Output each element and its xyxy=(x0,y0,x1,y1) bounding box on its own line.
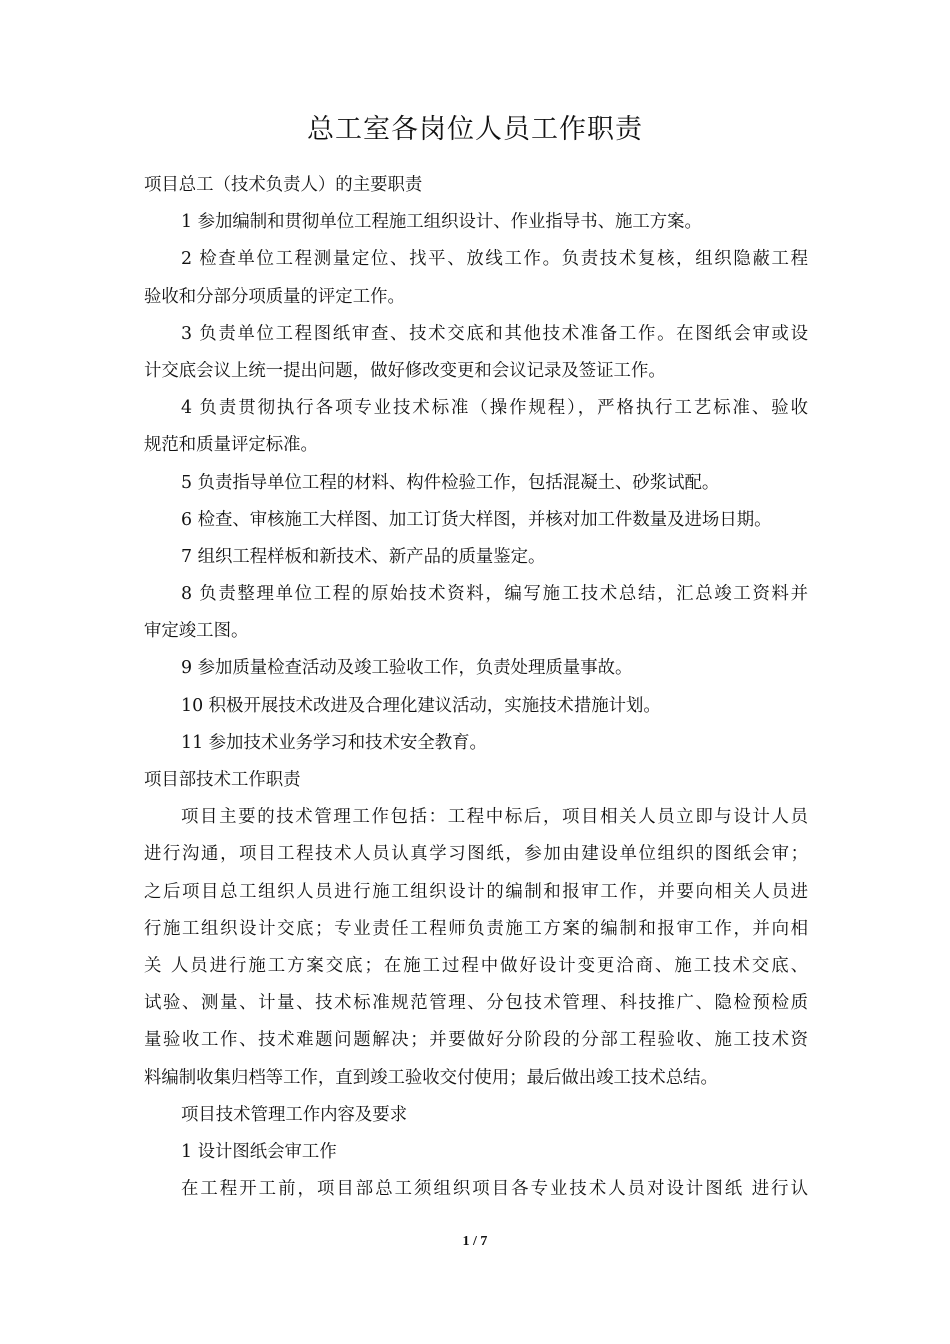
paragraph-line: 料编制收集归档等工作，直到竣工验收交付使用；最后做出竣工技术总结。 xyxy=(144,1067,718,1088)
duty-item-line: 验收和分部分项质量的评定工作。 xyxy=(144,286,405,307)
duty-item: 6 检查、审核施工大样图、加工订货大样图，并核对加工件数量及进场日期。 xyxy=(181,509,772,530)
paragraph-line: 量验收工作、技术难题问题解决；并要做好分阶段的分部工程验收、施工技术资 xyxy=(144,1030,808,1051)
duty-item-line: 4 负责贯彻执行各项专业技术标准（操作规程），严格执行工艺标准、验收 xyxy=(181,398,808,419)
duty-item: 1 参加编制和贯彻单位工程施工组织设计、作业指导书、施工方案。 xyxy=(181,212,702,233)
paragraph-line: 进行沟通，项目工程技术人员认真学习图纸，参加由建设单位组织的图纸会审； xyxy=(144,844,808,865)
paragraph-line: 在工程开工前，项目部总工须组织项目各专业技术人员对设计图纸 进行认 xyxy=(181,1179,808,1200)
paragraph-line: 行施工组织设计交底；专业责任工程师负责施工方案的编制和报审工作，并向相 xyxy=(144,918,808,939)
duty-item: 5 负责指导单位工程的材料、构件检验工作，包括混凝土、砂浆试配。 xyxy=(181,472,720,493)
duty-item: 10 积极开展技术改进及合理化建议活动，实施技术措施计划。 xyxy=(181,695,661,716)
document-title: 总工室各岗位人员工作职责 xyxy=(307,114,643,145)
duty-item: 11 参加技术业务学习和技术安全教育。 xyxy=(181,732,487,753)
document-body xyxy=(144,167,808,1208)
duty-item-line: 3 负责单位工程图纸审查、技术交底和其他技术准备工作。在图纸会审或设 xyxy=(181,323,808,344)
duty-item-line: 规范和质量评定标准。 xyxy=(144,435,318,456)
duty-item-line: 审定竣工图。 xyxy=(144,621,249,642)
section-heading: 项目部技术工作职责 xyxy=(144,770,301,790)
section-heading: 项目总工（技术负责人）的主要职责 xyxy=(144,175,423,195)
paragraph-line: 项目主要的技术管理工作包括：工程中标后，项目相关人员立即与设计人员 xyxy=(181,807,808,828)
duty-item-line: 计交底会议上统一提出问题，做好修改变更和会议记录及签证工作。 xyxy=(144,360,666,381)
paragraph-line: 关 人员进行施工方案交底；在施工过程中做好设计变更洽商、施工技术交底、 xyxy=(144,955,808,976)
subsection-heading: 项目技术管理工作内容及要求 xyxy=(181,1104,408,1125)
paragraph-line: 之后项目总工组织人员进行施工组织设计的编制和报审工作，并要向相关人员进 xyxy=(144,881,808,902)
duty-item: 9 参加质量检查活动及竣工验收工作，负责处理质量事故。 xyxy=(181,658,633,679)
paragraph-line: 试验、测量、计量、技术标准规范管理、分包技术管理、科技推广、隐检预检质 xyxy=(144,993,808,1014)
duty-item-line: 2 检查单位工程测量定位、找平、放线工作。负责技术复核，组织隐蔽工程 xyxy=(181,249,808,270)
subsection-item-heading: 1 设计图纸会审工作 xyxy=(181,1141,337,1162)
page-number: 1 / 7 xyxy=(462,1234,488,1249)
duty-item-line: 8 负责整理单位工程的原始技术资料，编写施工技术总结，汇总竣工资料并 xyxy=(181,584,808,605)
duty-item: 7 组织工程样板和新技术、新产品的质量鉴定。 xyxy=(181,546,546,567)
